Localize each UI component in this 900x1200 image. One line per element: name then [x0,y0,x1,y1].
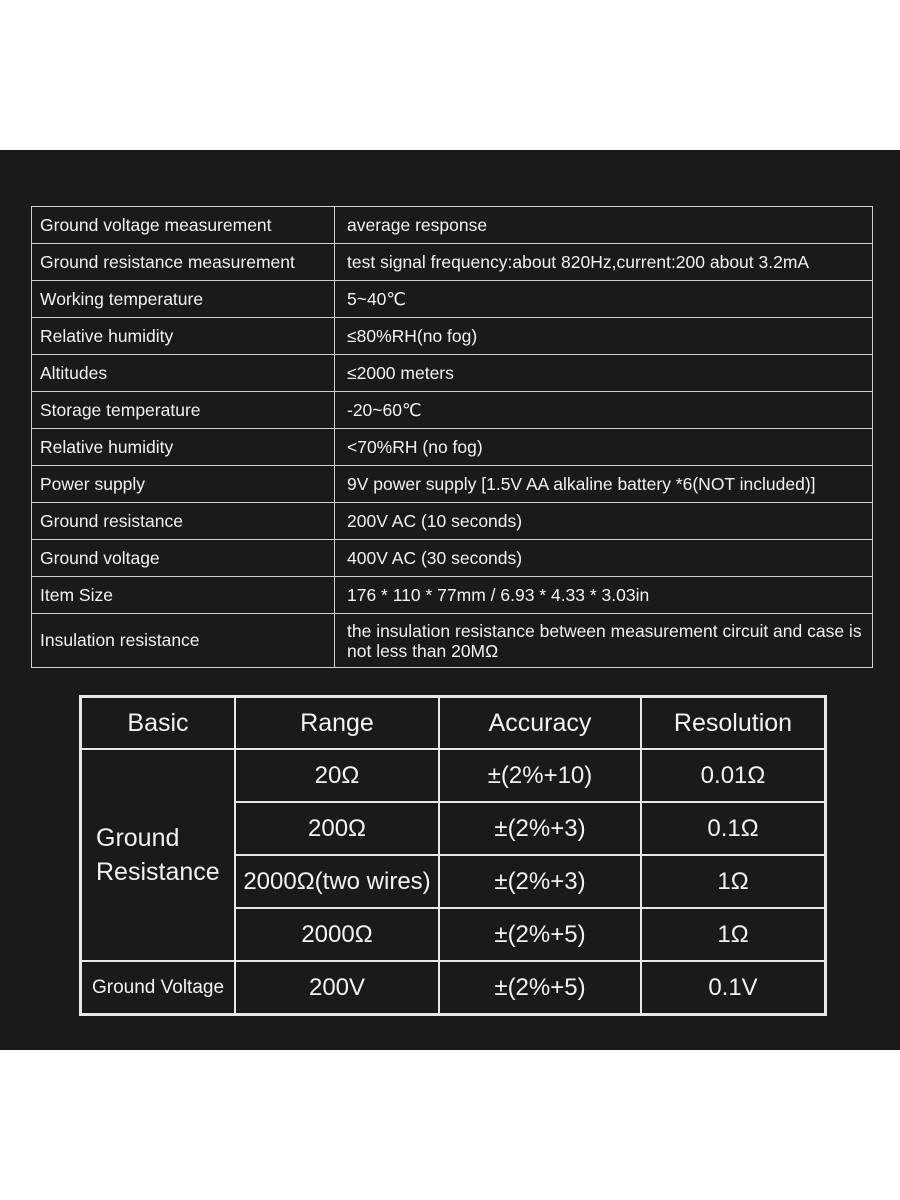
spec-value: 9V power supply [1.5V AA alkaline battery *6(NOT included)] [335,466,873,503]
spec-label: Relative humidity [32,318,335,355]
spec-value: 400V AC (30 seconds) [335,540,873,577]
spec-row [32,466,873,503]
spec-row [32,503,873,540]
header-accuracy: Accuracy [439,697,641,750]
accuracy-row [81,749,826,802]
specifications-table [31,206,873,668]
spec-row [32,281,873,318]
spec-row [32,540,873,577]
spec-label: Storage temperature [32,392,335,429]
spec-row [32,355,873,392]
resolution-cell: 1Ω [641,908,826,961]
accuracy-table [79,695,827,1016]
spec-panel [0,150,900,1050]
spec-label: Ground voltage [32,540,335,577]
spec-label: Item Size [32,577,335,614]
spec-label: Relative humidity [32,429,335,466]
ground-resistance-label-line1: Ground [96,824,180,852]
ground-resistance-label [81,749,236,961]
range-cell: 200Ω [235,802,439,855]
spec-value: 5~40℃ [335,281,873,318]
spec-label: Altitudes [32,355,335,392]
ground-resistance-label-line2: Resistance [96,858,220,886]
spec-value: <70%RH (no fog) [335,429,873,466]
spec-value: 176 * 110 * 77mm / 6.93 * 4.33 * 3.03in [335,577,873,614]
spec-row [32,614,873,668]
range-cell: 20Ω [235,749,439,802]
spec-value: the insulation resistance between measurement circuit and case is not less than 20MΩ [335,614,873,668]
accuracy-cell: ±(2%+3) [439,802,641,855]
header-basic: Basic [81,697,236,750]
accuracy-cell: ±(2%+3) [439,855,641,908]
spec-label: Ground resistance [32,503,335,540]
accuracy-cell: ±(2%+10) [439,749,641,802]
resolution-cell: 0.1Ω [641,802,826,855]
spec-row [32,207,873,244]
accuracy-cell: ±(2%+5) [439,961,641,1015]
spec-row [32,577,873,614]
accuracy-row [81,961,826,1015]
spec-label: Working temperature [32,281,335,318]
spec-label: Ground resistance measurement [32,244,335,281]
resolution-cell: 1Ω [641,855,826,908]
accuracy-cell: ±(2%+5) [439,908,641,961]
spec-value: ≤80%RH(no fog) [335,318,873,355]
ground-voltage-label: Ground Voltage [81,961,236,1015]
spec-value: 200V AC (10 seconds) [335,503,873,540]
header-resolution: Resolution [641,697,826,750]
spec-label: Insulation resistance [32,614,335,668]
range-cell: 2000Ω [235,908,439,961]
range-cell: 2000Ω(two wires) [235,855,439,908]
spec-row [32,318,873,355]
accuracy-header-row [81,697,826,750]
spec-value: average response [335,207,873,244]
spec-value: -20~60℃ [335,392,873,429]
spec-row [32,244,873,281]
spec-row [32,392,873,429]
resolution-cell: 0.1V [641,961,826,1015]
spec-value: ≤2000 meters [335,355,873,392]
resolution-cell: 0.01Ω [641,749,826,802]
spec-label: Power supply [32,466,335,503]
spec-value: test signal frequency:about 820Hz,current:200 about 3.2mA [335,244,873,281]
spec-label: Ground voltage measurement [32,207,335,244]
header-range: Range [235,697,439,750]
range-cell: 200V [235,961,439,1015]
spec-row [32,429,873,466]
